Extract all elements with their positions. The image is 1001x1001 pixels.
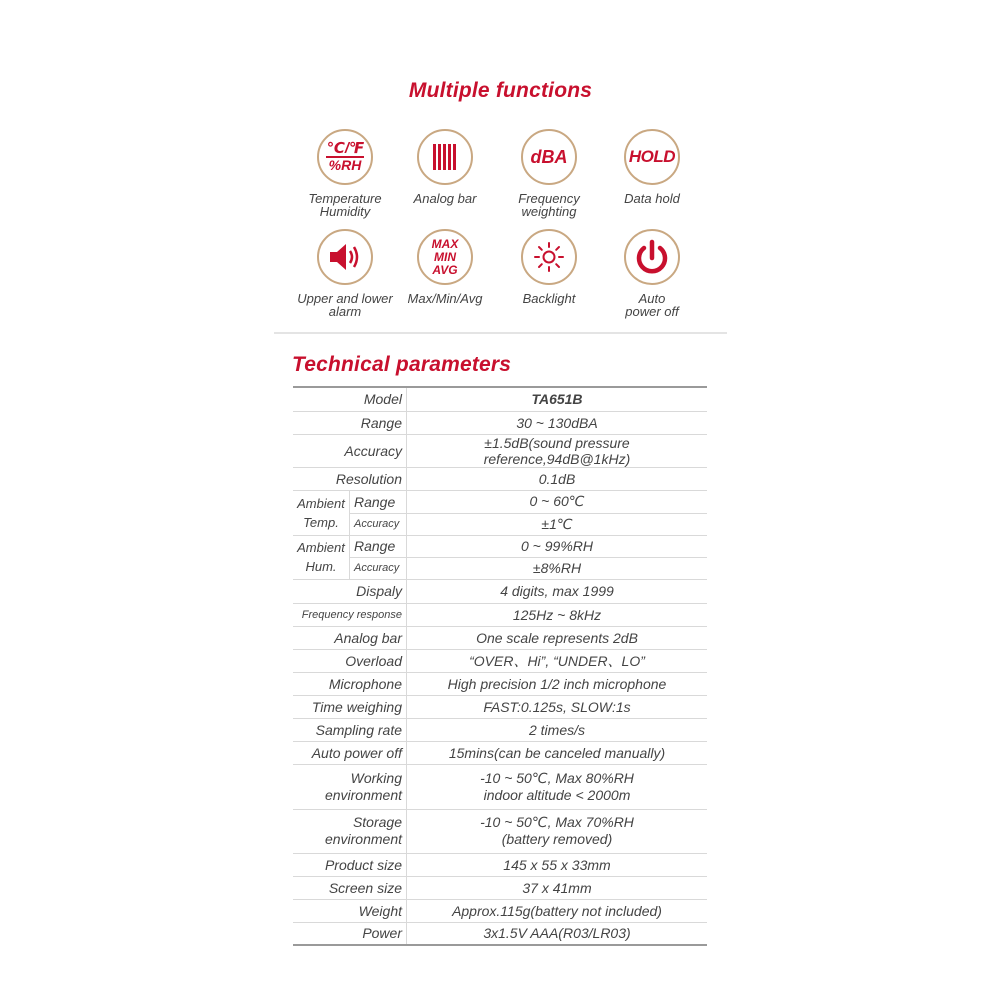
table-row — [293, 434, 707, 467]
table-row — [293, 490, 707, 513]
table-row — [293, 695, 707, 718]
spec-value: 145 x 55 x 33mm — [407, 853, 708, 876]
hold-icon — [624, 129, 680, 185]
spec-value-line: -10 ~ 50℃, Max 80%RH — [480, 769, 634, 786]
spec-value-line: (battery removed) — [501, 831, 613, 847]
spec-value: Approx.115g(battery not included) — [407, 899, 708, 922]
feature-backlight — [494, 229, 604, 305]
spec-value: 4 digits, max 1999 — [407, 579, 708, 603]
spec-label: Power — [293, 922, 407, 945]
feature-label-2: Humidity — [319, 204, 371, 219]
feature-auto-power-off — [597, 229, 707, 318]
spec-label-line: Working — [350, 769, 402, 786]
spec-label-line: Storage — [352, 814, 402, 830]
spec-label — [293, 809, 407, 853]
avg-text: AVG — [432, 262, 458, 277]
max-min-avg-icon — [417, 229, 473, 285]
feature-temperature-humidity — [290, 129, 400, 218]
spec-label: Accuracy — [293, 434, 407, 467]
feature-label: Backlight — [522, 291, 576, 306]
ambient-temp-group — [293, 490, 350, 535]
table-row — [293, 672, 707, 695]
spec-label: Range — [350, 490, 407, 513]
spec-label: Overload — [293, 649, 407, 672]
table-row — [293, 626, 707, 649]
spec-value: 0 ~ 99%RH — [407, 535, 708, 557]
feature-label-2: weighting — [521, 204, 577, 219]
table-row — [293, 603, 707, 626]
group-label-2: Hum. — [305, 559, 337, 574]
dba-icon-text: dBA — [530, 146, 568, 167]
group-label: Ambient — [297, 540, 345, 555]
table-row — [293, 922, 707, 945]
ambient-hum-group — [293, 535, 350, 579]
table-row — [293, 557, 707, 579]
table-row — [293, 649, 707, 672]
feature-max-min-avg — [390, 229, 500, 305]
feature-label: Frequency — [518, 191, 580, 206]
max-text: MAX — [431, 236, 459, 251]
spec-label-line: environment — [324, 786, 402, 803]
spec-label — [293, 764, 407, 809]
feature-frequency-weighting — [494, 129, 604, 218]
table-row — [293, 853, 707, 876]
spec-label: Time weighing — [293, 695, 407, 718]
spec-value: 125Hz ~ 8kHz — [407, 603, 708, 626]
table-row — [293, 579, 707, 603]
speaker-alarm-icon — [317, 229, 373, 285]
spec-label: Range — [293, 411, 407, 434]
spec-label-line: environment — [324, 831, 402, 847]
spec-label: Range — [350, 535, 407, 557]
hold-icon-text: HOLD — [628, 147, 676, 166]
spec-value: ±1℃ — [407, 513, 708, 535]
icon-text-bottom: %RH — [328, 157, 362, 173]
table-row — [293, 741, 707, 764]
feature-data-hold — [597, 129, 707, 205]
spec-label: Auto power off — [293, 741, 407, 764]
analog-bar-icon — [417, 129, 473, 185]
spec-value — [407, 809, 708, 853]
spec-value: TA651B — [407, 387, 708, 411]
spec-value — [407, 764, 708, 809]
feature-label-2: alarm — [328, 304, 362, 319]
section-divider — [274, 332, 727, 334]
spec-label: Model — [293, 387, 407, 411]
temperature-humidity-icon — [317, 129, 373, 185]
spec-value: 0 ~ 60℃ — [407, 490, 708, 513]
spec-value: 30 ~ 130dBA — [407, 411, 708, 434]
params-title: Technical parameters — [292, 353, 512, 376]
icon-text-top: ℃/℉ — [326, 140, 364, 157]
spec-value: 2 times/s — [407, 718, 708, 741]
group-label-2: Temp. — [303, 514, 339, 530]
table-row — [293, 467, 707, 490]
min-text: MIN — [433, 249, 456, 264]
feature-label-2: power off — [625, 304, 679, 319]
spec-value: ±8%RH — [407, 557, 708, 579]
spec-value: 0.1dB — [407, 467, 708, 490]
feature-label: Max/Min/Avg — [407, 291, 483, 306]
table-row — [293, 809, 707, 853]
spec-label: Accuracy — [350, 513, 407, 535]
power-icon — [624, 229, 680, 285]
spec-label: Frequency response — [293, 603, 407, 626]
spec-label: Sampling rate — [293, 718, 407, 741]
feature-label: Analog bar — [413, 191, 477, 206]
feature-label: Upper and lower — [297, 291, 393, 306]
spec-label: Microphone — [293, 672, 407, 695]
spec-value: ±1.5dB(sound pressure reference,94dB@1kHz) — [407, 434, 708, 467]
spec-value: 37 x 41mm — [407, 876, 708, 899]
spec-value: 3x1.5V AAA(R03/LR03) — [407, 922, 708, 945]
table-row — [293, 718, 707, 741]
feature-analog-bar — [390, 129, 500, 205]
spec-value-line: -10 ~ 50℃, Max 70%RH — [480, 814, 634, 830]
spec-table — [293, 386, 707, 946]
spec-label: Weight — [293, 899, 407, 922]
table-row — [293, 387, 707, 411]
spec-label: Screen size — [293, 876, 407, 899]
spec-label: Accuracy — [350, 557, 407, 579]
table-row — [293, 411, 707, 434]
table-row — [293, 764, 707, 809]
table-row — [293, 513, 707, 535]
table-row — [293, 535, 707, 557]
functions-title: Multiple functions — [408, 79, 593, 102]
dba-icon — [521, 129, 577, 185]
spec-value: One scale represents 2dB — [407, 626, 708, 649]
group-label: Ambient — [297, 495, 345, 511]
spec-value: “OVER、Hi”, “UNDER、LO” — [407, 649, 708, 672]
spec-value: FAST:0.125s, SLOW:1s — [407, 695, 708, 718]
spec-label: Dispaly — [293, 579, 407, 603]
feature-label: Temperature — [308, 191, 382, 206]
spec-label: Analog bar — [293, 626, 407, 649]
table-row — [293, 899, 707, 922]
feature-label: Auto — [638, 291, 666, 306]
table-row — [293, 876, 707, 899]
spec-value-line: indoor altitude < 2000m — [483, 786, 631, 803]
spec-label: Resolution — [293, 467, 407, 490]
spec-label: Product size — [293, 853, 407, 876]
spec-value: High precision 1/2 inch microphone — [407, 672, 708, 695]
feature-label: Data hold — [624, 191, 680, 206]
backlight-icon — [521, 229, 577, 285]
feature-alarm — [290, 229, 400, 318]
spec-value: 15mins(can be canceled manually) — [407, 741, 708, 764]
